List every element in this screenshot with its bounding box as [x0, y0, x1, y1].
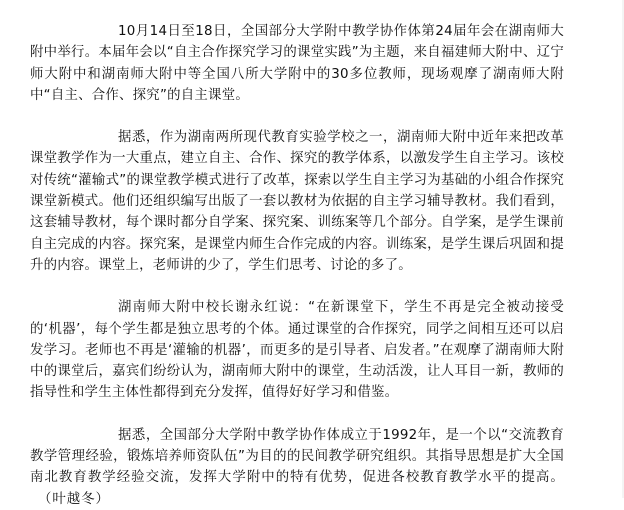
article-paragraph-4 [30, 425, 564, 510]
paragraph-spacer [30, 106, 564, 127]
paragraph-spacer [30, 276, 564, 297]
paragraph-spacer [30, 404, 564, 425]
article-paragraph-2: 据悉，作为湖南两所现代教育实验学校之一，湖南师大附中近年来把改革课堂教学作为一大重点，建立自主、合作、探究的教学体系，以激发学生自主学习。该校对传统“灌输式”的课堂教学模式进行了改革，探索以学生自主学习为基础的小组合作探究课堂新模式。他们还组织编写出版了一套以教材为依据的自主学习辅导教材。我们看到，这套辅导教材，每个课时都分自学案、探究案、训练案等几个部分。自学案，是学生课前自主完成的内容。探究案，是课堂内师生合作完成的内容。训练案，是学生课后巩固和提升的内容。课堂上，老师讲的少了，学生们思考、讨论的多了。 [30, 130, 564, 273]
article-paragraph-1: 10月14日至18日，全国部分大学附中教学协作体第24届年会在湖南师大附中举行。本届年会以“自主合作探究学习的课堂实践”为主题，来自福建师大附中、辽宁师大附中和湖南师大附中等全国八所大学附中的30多位教师，现场观摩了湖南师大附中“自主、合作、探究”的自主课堂。 [30, 24, 564, 103]
article-paragraph-3: 湖南师大附中校长谢永红说：“在新课堂下，学生不再是完全被动接受的‘机器’，每个学生都是独立思考的个体。通过课堂的合作探究，同学之间相互还可以启发学习。老师也不再是‘灌输的机器’，而更多的是引导者、启发者。”在观摩了湖南师大附中的课堂后，嘉宾们纷纷认为，湖南师大附中的课堂，生动活泼，让人耳目一新，教师的指导性和学生主体性都得到充分发挥，值得好好学习和借鉴。 [30, 300, 564, 401]
author-byline: （叶越冬） [38, 491, 110, 507]
news-article [30, 21, 564, 510]
article-paragraph-4-text: 据悉，全国部分大学附中教学协作体成立于1992年，是一个以“交流教育教学管理经验，锻炼培养师资队伍”为目的的民间教学研究组织。其指导思想是扩大全国南北教育教学经验交流，发挥大学附中的特有优势，促进各校教育教学水平的提高。 [30, 427, 564, 486]
